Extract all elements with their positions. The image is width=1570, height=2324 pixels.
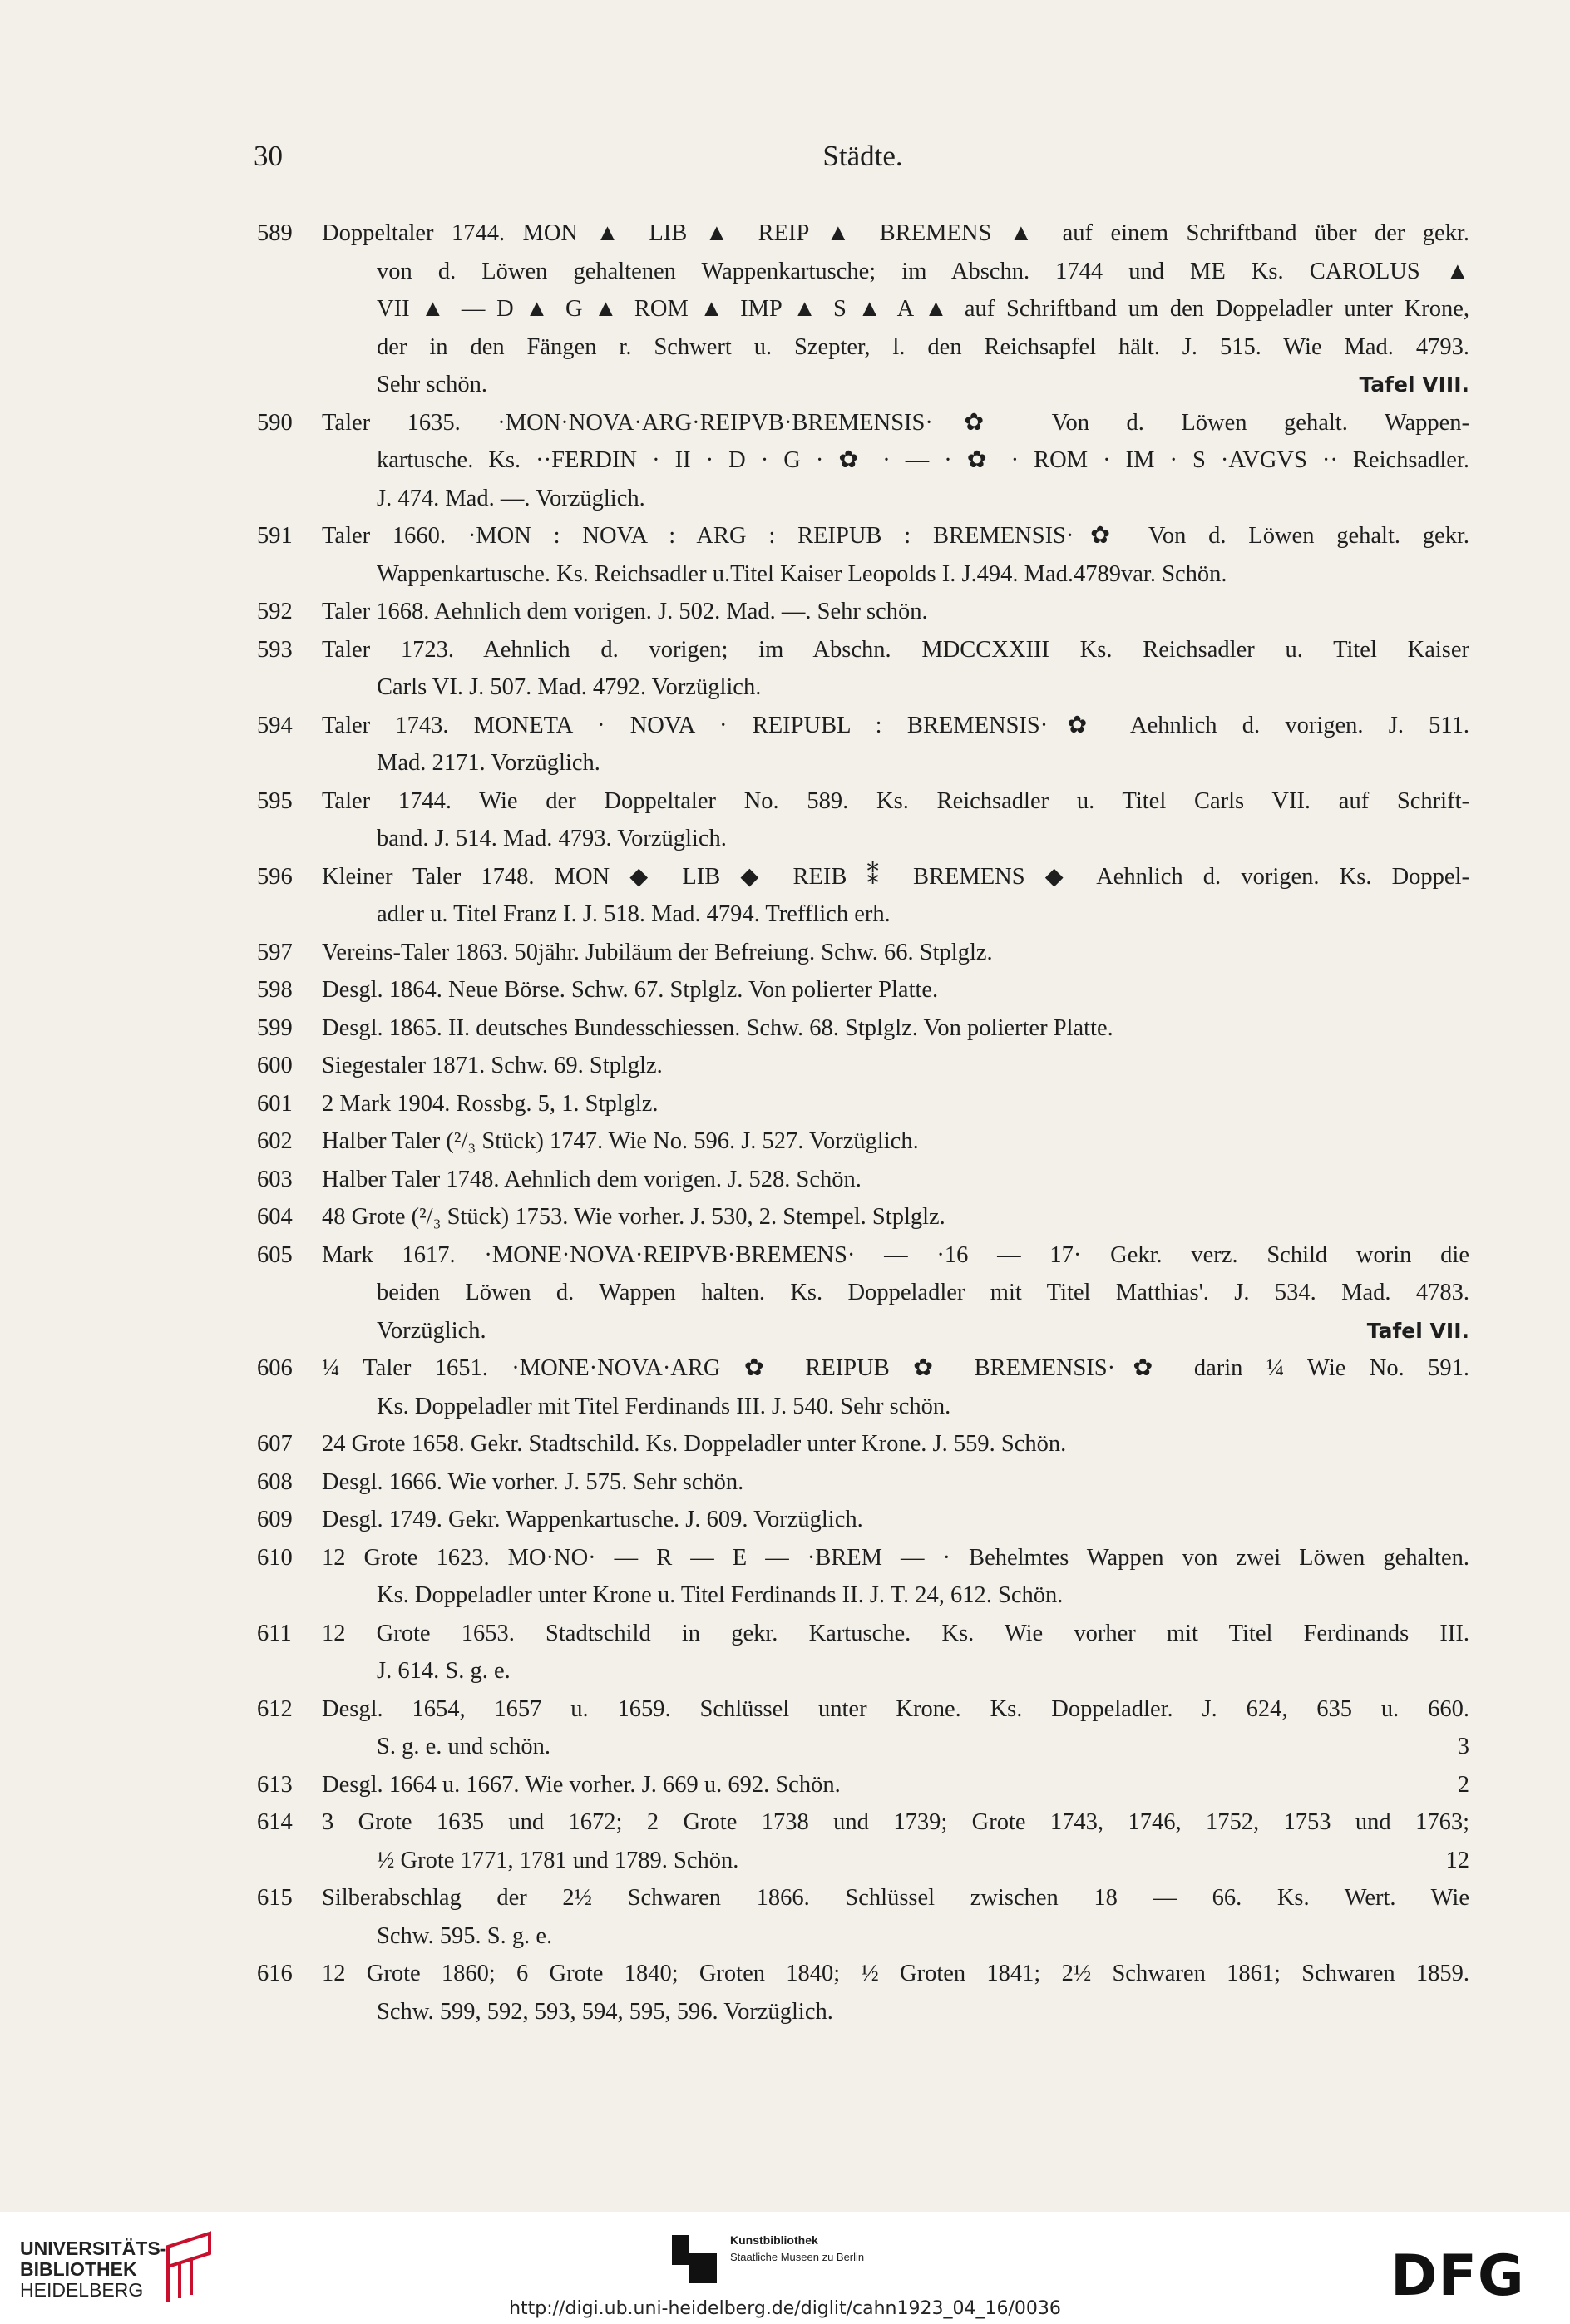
catalog-entry bbox=[254, 1766, 1469, 1804]
entry-number: 596 bbox=[257, 863, 293, 890]
entry-text-line: Ks. Doppeladler unter Krone u. Titel Ferdinands II. J. T. 24, 612. Schön. bbox=[377, 1582, 1064, 1608]
entry-number: 615 bbox=[257, 1885, 293, 1911]
page-title: Städte. bbox=[822, 140, 903, 172]
entry-right-note: 2 bbox=[1457, 1771, 1469, 1798]
entry-text-line: 24 Grote 1658. Gekr. Stadtschild. Ks. Doppeladler unter Krone. J. 559. Schön. bbox=[322, 1431, 1067, 1457]
entry-text-line: VII ▲ — D ▲ G ▲ ROM ▲ IMP ▲ S ▲ A ▲ auf Schriftband um den Doppeladler unter Krone, bbox=[377, 296, 1469, 322]
entry-text-line: Desgl. 1666. Wie vorher. J. 575. Sehr schön. bbox=[322, 1468, 744, 1495]
entry-text-line: Vereins-Taler 1863. 50jähr. Jubiläum der Befreiung. Schw. 66. Stplglz. bbox=[322, 939, 993, 965]
catalog-entry bbox=[254, 858, 1469, 934]
entry-text-line: 3 Grote 1635 und 1672; 2 Grote 1738 und 1739; Grote 1743, 1746, 1752, 1753 und 1763; bbox=[322, 1809, 1469, 1835]
catalog-entry bbox=[254, 631, 1469, 707]
entry-number: 611 bbox=[257, 1620, 292, 1646]
entry-number: 607 bbox=[257, 1431, 293, 1457]
entry-text-line: band. J. 514. Mad. 4793. Vorzüglich. bbox=[377, 826, 727, 851]
entry-text-line: Taler 1635. ·MON·NOVA·ARG·REIPVB·BREMENSIS·✿ Von d. Löwen gehalt. Wappen- bbox=[322, 409, 1469, 436]
entry-number: 590 bbox=[257, 409, 293, 436]
entry-text-line: Doppeltaler 1744. MON ▲ LIB ▲ REIP ▲ BREMENS ▲ auf einem Schriftband über der gekr. bbox=[322, 220, 1469, 246]
catalog-entry bbox=[254, 215, 1469, 404]
entry-text-line: Mark 1617. ·MONE·NOVA·REIPVB·BREMENS· — ·16 — 17· Gekr. verz. Schild worin die bbox=[322, 1241, 1469, 1268]
catalog-entry bbox=[254, 971, 1469, 1009]
entry-number: 608 bbox=[257, 1468, 293, 1495]
catalog-entry bbox=[254, 1690, 1469, 1766]
dfg-logo[interactable]: DFG bbox=[1390, 2243, 1525, 2309]
catalog-entry bbox=[254, 1009, 1469, 1048]
catalog-entry bbox=[254, 404, 1469, 518]
catalog-entry bbox=[254, 1047, 1469, 1085]
catalog-entry bbox=[254, 1539, 1469, 1615]
entry-text-line: J. 474. Mad. —. Vorzüglich. bbox=[377, 485, 645, 511]
entry-right-note: Tafel VII. bbox=[1366, 1318, 1469, 1343]
page-header bbox=[254, 140, 1472, 181]
entry-final-line bbox=[322, 1312, 1469, 1350]
entry-text-line: Silberabschlag der 2½ Schwaren 1866. Schlüssel zwischen 18 — 66. Ks. Wert. Wie bbox=[322, 1885, 1469, 1911]
catalog-entry bbox=[254, 593, 1469, 631]
entry-final-line bbox=[322, 1842, 1469, 1880]
entry-number: 598 bbox=[257, 977, 293, 1003]
heidelberg-library-logo[interactable] bbox=[20, 2238, 166, 2301]
entry-number: 606 bbox=[257, 1355, 293, 1381]
permalink-url[interactable]: http://digi.ub.uni-heidelberg.de/diglit/cahn1923_04_16/0036 bbox=[509, 2298, 1061, 2319]
catalog-entry bbox=[254, 1879, 1469, 1955]
entry-text-line: 2 Mark 1904. Rossbg. 5, 1. Stplglz. bbox=[322, 1090, 659, 1117]
entry-final-text: Desgl. 1664 u. 1667. Wie vorher. J. 669 u. 692. Schön. bbox=[322, 1771, 841, 1798]
entry-text-line: Halber Taler 1748. Aehnlich dem vorigen. J. 528. Schön. bbox=[322, 1166, 862, 1192]
entry-text-line: beiden Löwen d. Wappen halten. Ks. Doppeladler mit Titel Matthias'. J. 534. Mad. 4783. bbox=[377, 1280, 1469, 1305]
library-name-line2: BIBLIOTHEK bbox=[20, 2258, 137, 2280]
entry-number: 595 bbox=[257, 787, 293, 814]
kunstbibliothek-name: Kunstbibliothek bbox=[730, 2233, 818, 2247]
entry-text-line: Desgl. 1654, 1657 u. 1659. Schlüssel unter Krone. Ks. Doppeladler. J. 624, 635 u. 660. bbox=[322, 1695, 1469, 1722]
entry-right-note: 3 bbox=[1457, 1734, 1469, 1759]
catalog-entry bbox=[254, 517, 1469, 593]
entry-number: 609 bbox=[257, 1507, 293, 1532]
catalog-entry bbox=[254, 707, 1469, 782]
entry-text-line: Schw. 599, 592, 593, 594, 595, 596. Vorzüglich. bbox=[377, 1998, 833, 2025]
entry-text-line: Carls VI. J. 507. Mad. 4792. Vorzüglich. bbox=[377, 674, 762, 700]
entry-number: 616 bbox=[257, 1961, 293, 1986]
entry-text-line: Taler 1744. Wie der Doppeltaler No. 589. Ks. Reichsadler u. Titel Carls VII. auf Schrift- bbox=[322, 787, 1469, 814]
catalog-entry bbox=[254, 782, 1469, 858]
catalog-entry bbox=[254, 1463, 1469, 1502]
entry-final-text: S. g. e. und schön. bbox=[377, 1734, 550, 1759]
entry-text-line: Mad. 2171. Vorzüglich. bbox=[377, 750, 600, 776]
entry-text-line: 48 Grote (²/₃ Stück) 1753. Wie vorher. J. 530, 2. Stempel. Stplglz. bbox=[322, 1204, 945, 1230]
library-name-line3: HEIDELBERG bbox=[20, 2279, 144, 2301]
entry-final-line bbox=[322, 1728, 1469, 1766]
entry-text-line: 12 Grote 1860; 6 Grote 1840; Groten 1840; ½ Groten 1841; 2½ Schwaren 1861; Schwaren 1859. bbox=[322, 1961, 1469, 1986]
entry-final-text: ½ Grote 1771, 1781 und 1789. Schön. bbox=[377, 1847, 739, 1873]
entry-number: 600 bbox=[257, 1053, 293, 1078]
entry-text-line: J. 614. S. g. e. bbox=[377, 1658, 511, 1684]
library-name-line1: UNIVERSITÄTS- bbox=[20, 2238, 167, 2259]
entry-text-line: Taler 1668. Aehnlich dem vorigen. J. 502. Mad. —. Sehr schön. bbox=[322, 599, 928, 624]
entry-number: 603 bbox=[257, 1166, 293, 1192]
kunstbibliothek-emblem-icon bbox=[672, 2235, 717, 2283]
catalog-entry bbox=[254, 1123, 1469, 1161]
entry-number: 613 bbox=[257, 1771, 293, 1798]
entry-right-note: 12 bbox=[1445, 1847, 1469, 1873]
footer-bar bbox=[0, 2212, 1570, 2324]
catalog-entry bbox=[254, 1198, 1469, 1236]
entry-text-line: Desgl. 1749. Gekr. Wappenkartusche. J. 609. Vorzüglich. bbox=[322, 1507, 863, 1532]
entry-number: 602 bbox=[257, 1128, 293, 1154]
library-emblem-icon bbox=[160, 2230, 226, 2305]
entry-number: 592 bbox=[257, 599, 293, 624]
catalog-entry bbox=[254, 1615, 1469, 1690]
catalog-entry bbox=[254, 934, 1469, 972]
entry-number: 599 bbox=[257, 1014, 293, 1041]
entry-number: 591 bbox=[257, 523, 293, 549]
entry-text-line: adler u. Titel Franz I. J. 518. Mad. 4794. Trefflich erh. bbox=[377, 901, 891, 927]
entry-number: 605 bbox=[257, 1241, 293, 1268]
entry-number: 597 bbox=[257, 939, 293, 965]
entry-text-line: von d. Löwen gehaltenen Wappenkartusche; im Abschn. 1744 und ME Ks. CAROLUS ▲ bbox=[377, 258, 1469, 284]
page-number: 30 bbox=[254, 140, 283, 172]
entry-text-line: Siegestaler 1871. Schw. 69. Stplglz. bbox=[322, 1053, 663, 1078]
catalog-entry bbox=[254, 1955, 1469, 2030]
catalog-entry bbox=[254, 1803, 1469, 1879]
catalog-entry bbox=[254, 1425, 1469, 1463]
entry-number: 593 bbox=[257, 636, 293, 663]
entry-text-line: Wappenkartusche. Ks. Reichsadler u.Titel Kaiser Leopolds I. J.494. Mad.4789var. Schön. bbox=[377, 560, 1227, 587]
entry-text-line: ¼ Taler 1651. ·MONE·NOVA·ARG ✿ REIPUB ✿ BREMENSIS·✿ darin ¼ Wie No. 591. bbox=[322, 1355, 1469, 1381]
entry-text-line: Desgl. 1865. II. deutsches Bundesschiessen. Schw. 68. Stplglz. Von polierter Platte. bbox=[322, 1014, 1113, 1041]
entry-final-text: Sehr schön. bbox=[377, 372, 487, 397]
entry-number: 594 bbox=[257, 712, 293, 738]
catalog-entry bbox=[254, 1236, 1469, 1350]
entry-text-line: der in den Fängen r. Schwert u. Szepter, l. den Reichsapfel hält. J. 515. Wie Mad. 4793. bbox=[377, 333, 1469, 360]
entry-text-line: Taler 1723. Aehnlich d. vorigen; im Abschn. MDCCXXIII Ks. Reichsadler u. Titel Kaiser bbox=[322, 636, 1469, 663]
entry-final-line bbox=[322, 1766, 1469, 1804]
entry-text-line: Kleiner Taler 1748. MON ◆ LIB ◆ REIB ⁑ BREMENS ◆ Aehnlich d. vorigen. Ks. Doppel- bbox=[322, 863, 1469, 890]
kunstbibliothek-subtitle: Staatliche Museen zu Berlin bbox=[730, 2251, 865, 2263]
entry-text-line: Desgl. 1864. Neue Börse. Schw. 67. Stplglz. Von polierter Platte. bbox=[322, 977, 939, 1003]
entry-text-line: Halber Taler (²/₃ Stück) 1747. Wie No. 596. J. 527. Vorzüglich. bbox=[322, 1128, 919, 1154]
catalog-entries bbox=[254, 215, 1469, 2030]
catalog-entry bbox=[254, 1349, 1469, 1425]
entry-text-line: Schw. 595. S. g. e. bbox=[377, 1922, 553, 1949]
entry-number: 610 bbox=[257, 1544, 293, 1571]
entry-text-line: Taler 1743. MONETA · NOVA · REIPUBL : BREMENSIS·✿ Aehnlich d. vorigen. J. 511. bbox=[322, 712, 1469, 738]
entry-text-line: 12 Grote 1653. Stadtschild in gekr. Kartusche. Ks. Wie vorher mit Titel Ferdinands III. bbox=[322, 1620, 1469, 1646]
catalog-entry bbox=[254, 1501, 1469, 1539]
entry-number: 612 bbox=[257, 1695, 293, 1722]
entry-final-text: Vorzüglich. bbox=[377, 1317, 486, 1344]
entry-right-note: Tafel VIII. bbox=[1359, 373, 1469, 397]
entry-number: 589 bbox=[257, 220, 293, 246]
entry-text-line: kartusche. Ks. ··FERDIN · II · D · G · ✿ · — · ✿ · ROM · IM · S ·AVGVS ·· Reichsadler. bbox=[377, 447, 1469, 473]
entry-text-line: Taler 1660. ·MON : NOVA : ARG : REIPUB : BREMENSIS·✿ Von d. Löwen gehalt. gekr. bbox=[322, 523, 1469, 549]
catalog-entry bbox=[254, 1161, 1469, 1199]
entry-number: 604 bbox=[257, 1204, 293, 1230]
entry-number: 614 bbox=[257, 1809, 293, 1835]
catalog-entry bbox=[254, 1085, 1469, 1123]
entry-number: 601 bbox=[257, 1090, 293, 1117]
entry-text-line: Ks. Doppeladler mit Titel Ferdinands III. J. 540. Sehr schön. bbox=[377, 1393, 951, 1419]
entry-text-line: 12 Grote 1623. MO·NO· — R — E — ·BREM — · Behelmtes Wappen von zwei Löwen gehalten. bbox=[322, 1544, 1469, 1571]
entry-final-line bbox=[322, 366, 1469, 404]
